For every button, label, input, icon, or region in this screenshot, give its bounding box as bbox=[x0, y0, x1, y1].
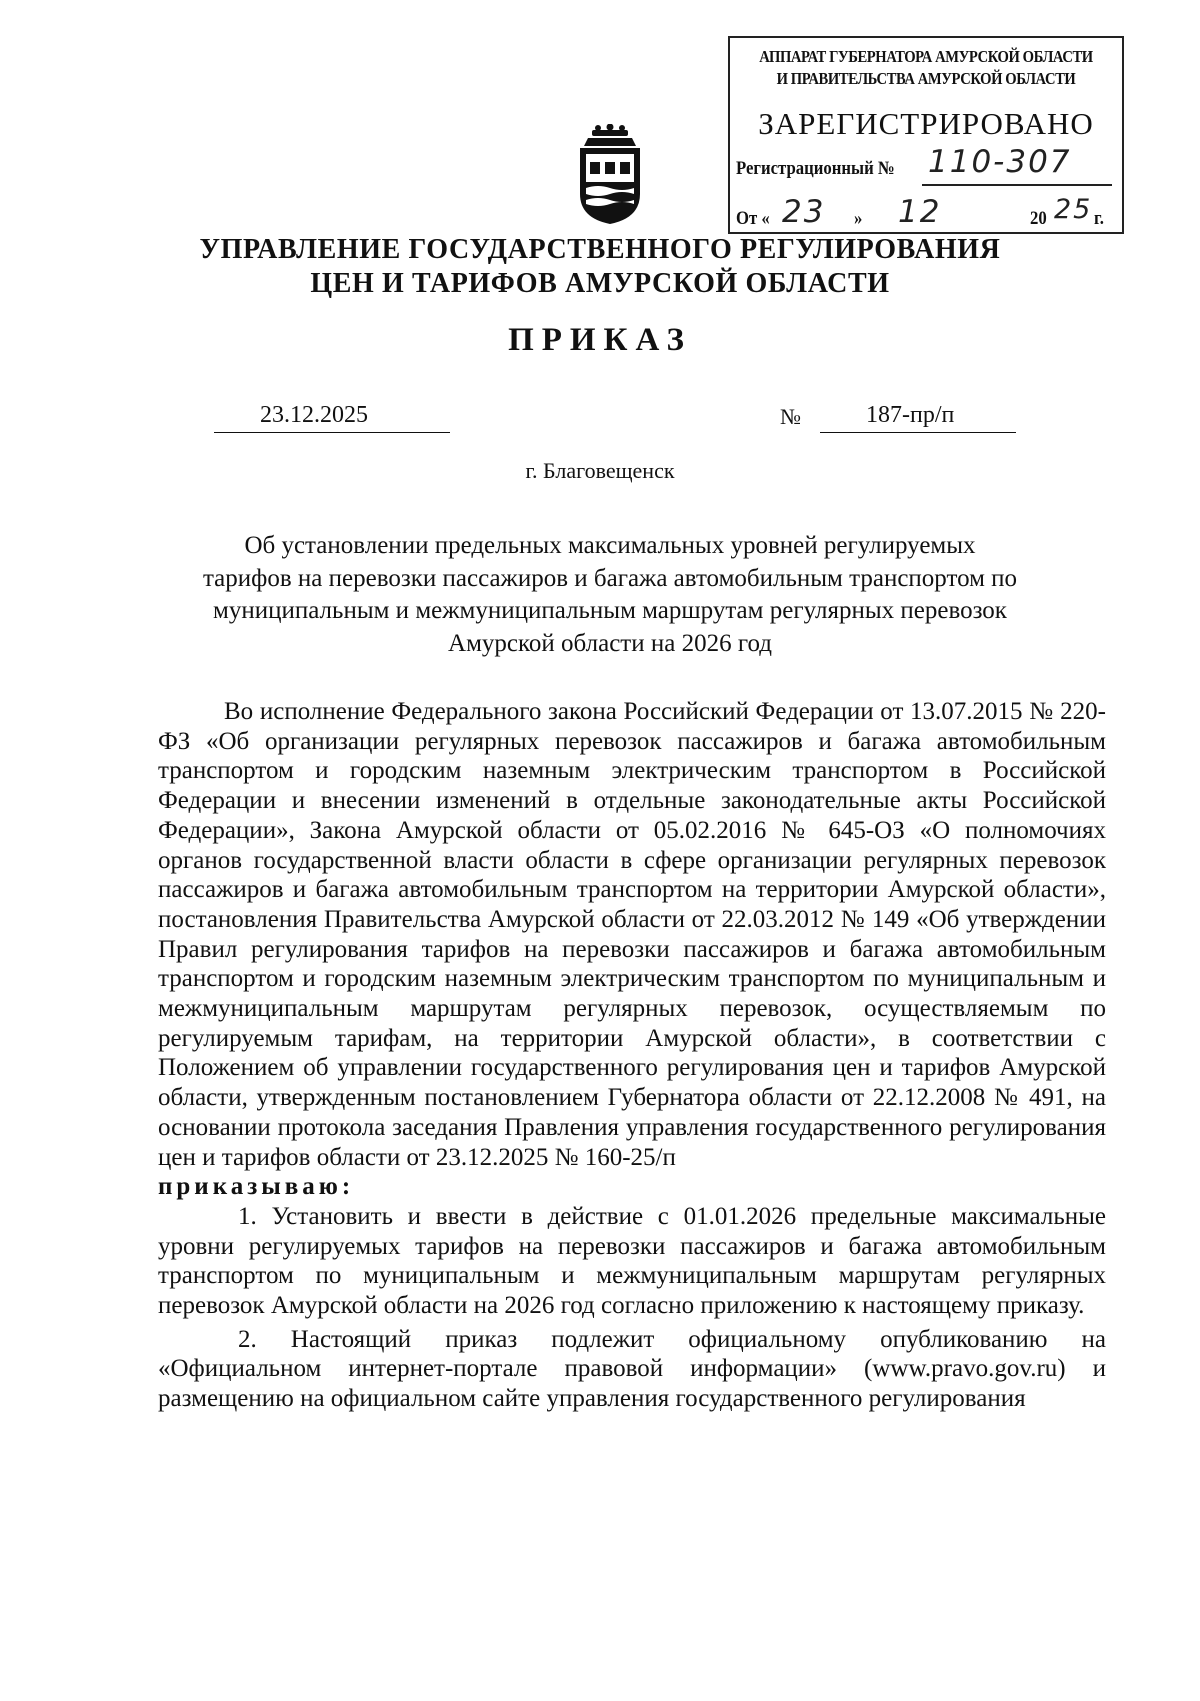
subject-line2: тарифов на перевозки пассажиров и багажа автомобильным транспортом по bbox=[202, 564, 1018, 592]
city: г. Благовещенск bbox=[525, 458, 675, 483]
stamp-date-year: 25 bbox=[1054, 194, 1093, 225]
issuer-name-line2: ЦЕН И ТАРИФОВ АМУРСКОЙ ОБЛАСТИ bbox=[310, 268, 890, 299]
stamp-reg-underline bbox=[922, 184, 1112, 186]
stamp-org-line1: АППАРАТ ГУБЕРНАТОРА АМУРСКОЙ ОБЛАСТИ bbox=[759, 47, 1093, 66]
order-item-2: 2. Настоящий приказ подлежит официальному опубликованию на «Официальном интернет-портале правовой информации» (www.pravo.gov.ru) и размещению на официальном сайте управления государственного регулирования bbox=[158, 1325, 1106, 1413]
stamp-date-month: 12 bbox=[898, 194, 942, 230]
stamp-reg-number: 110-307 bbox=[928, 144, 1072, 180]
document-subject bbox=[150, 530, 1070, 660]
date-underline bbox=[214, 432, 450, 433]
coat-of-arms-icon bbox=[570, 124, 650, 226]
stamp-date-from-label: От « bbox=[736, 208, 770, 229]
subject-line3: муниципальным и межмуниципальным маршрутам регулярных перевозок bbox=[213, 597, 1007, 624]
issuer-name-line1: УПРАВЛЕНИЕ ГОСУДАРСТВЕННОГО РЕГУЛИРОВАНИЯ bbox=[199, 234, 1001, 265]
stamp-date-day: 23 bbox=[782, 194, 826, 230]
stamp-date-year-suffix: г. bbox=[1094, 208, 1104, 229]
stamp-date-year-prefix: 20 bbox=[1030, 208, 1047, 229]
order-word: приказываю: bbox=[158, 1173, 355, 1201]
stamp-title: ЗАРЕГИСТРИРОВАНО bbox=[758, 106, 1094, 141]
document-number: 187-пр/п bbox=[866, 402, 955, 428]
registration-stamp bbox=[728, 36, 1124, 234]
document-body bbox=[158, 697, 1106, 1414]
stamp-date-close: » bbox=[854, 208, 863, 229]
number-underline bbox=[820, 432, 1016, 433]
order-item-1: 1. Установить и ввести в действие с 01.01.2026 предельные максимальные уровни регулируемых тарифов на перевозки пассажиров и багажа автомобильным транспортом по муниципальным и межмуниципальным маршрутам регулярных перевозок Амурской области на 2026 год согласно приложению к настоящему приказу. bbox=[158, 1202, 1106, 1320]
stamp-org-line2: И ПРАВИТЕЛЬСТВА АМУРСКОЙ ОБЛАСТИ bbox=[776, 69, 1076, 88]
document-type: ПРИКАЗ bbox=[508, 322, 692, 358]
preamble-paragraph: Во исполнение Федерального закона Российский Федерации от 13.07.2015 № 220-ФЗ «Об организации регулярных перевозок пассажиров и багажа автомобильным транспортом и городским наземным электрическим транспортом в Российской Федерации и внесении изменений в отдельные законодательные акты Российской Федерации», Закона Амурской области от 05.02.2016 № 645-ОЗ «О полномочиях органов государственной власти области в сфере организации регулярных перевозок пассажиров и багажа автомобильным транспортом на территории Амурской области», постановления Правительства Амурской области от 22.03.2012 № 149 «Об утверждении Правил регулирования тарифов на перевозки пассажиров и багажа автомобильным транспортом и городским наземным электрическим транспортом по муниципальным и межмуниципальным маршрутам регулярных перевозок, осуществляемым по регулируемым тарифам, на территории Амурской области», в соответствии с Положением об управлении государственного регулирования цен и тарифов Амурской области, утвержденным постановлением Губернатора области от 22.12.2008 № 491, на основании протокола заседания Правления управления государственного регулирования цен и тарифов области от 23.12.2025 № 160-25/п bbox=[158, 698, 1106, 1171]
stamp-reg-label: Регистрационный № bbox=[736, 158, 895, 179]
subject-line1: Об установлении предельных максимальных уровней регулируемых bbox=[244, 532, 976, 559]
document-date: 23.12.2025 bbox=[260, 402, 368, 428]
subject-line4: Амурской области на 2026 год bbox=[448, 629, 772, 657]
number-label: № bbox=[780, 404, 801, 429]
